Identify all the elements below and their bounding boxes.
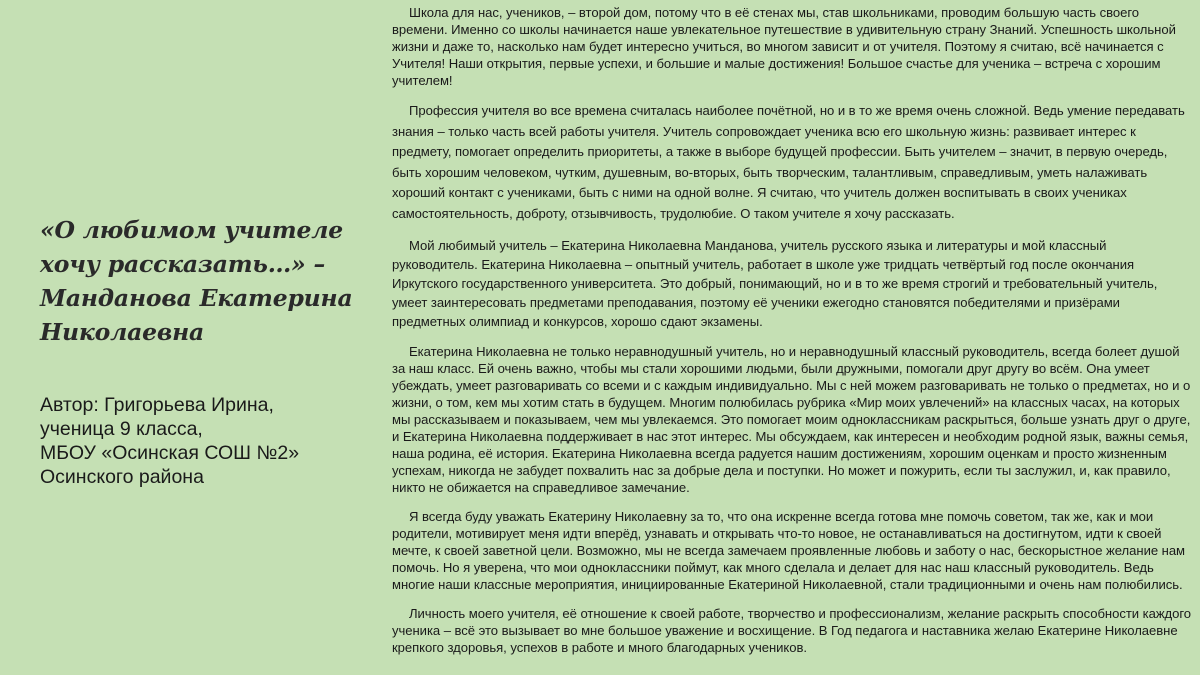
paragraph-3: Мой любимый учитель – Екатерина Николаевна Манданова, учитель русского языка и литературы и мой классный руководитель. Екатерина Николаевна – опытный учитель, работает в школе уже тридцать четвёртый год после окончания Иркутского государственного университета. Это добрый, понимающий, но и в то же время строгий и требовательный учитель, умеет заинтересовать предметами преподавания, поэтому её ученики ежегодно становятся победителями и призёрами предметных олимпиад и конкурсов, хорошо сдают экзамены.	[392, 238, 1158, 329]
paragraph-1: Школа для нас, учеников, – второй дом, потому что в её стенах мы, став школьниками, проводим большую часть своего времени. Именно со школы начинается наше увлекательное путешествие в удивительную страну Знаний. Успешность школьной жизни и даже то, насколько нам будет интересно учиться, во многом зависит и от учителя. Поэтому я считаю, всё начинается с Учителя! Наши открытия, первые успехи, и большие и малые достижения! Большое счастье для ученика – встреча с хорошим учителем!	[392, 5, 1176, 88]
document-title: «О любимом учителе хочу рассказать…» – Манданова Екатерина Николаевна	[40, 216, 353, 346]
paragraph-5: Я всегда буду уважать Екатерину Николаевну за то, что она искренне всегда готова мне помочь советом, так же, как и мои родители, мотивирует меня идти вперёд, узнавать и открывать что-то новое, не останавливаться на достигнутом, идти к своей мечте, к своей заветной цели. Возможно, мы не всегда замечаем проявленные любовь и заботу о нас, бескорыстное желание нам помочь. Но я уверена, что мои одноклассники поймут, как много сделала и делает для нас наш классный руководитель. Ведь многие наши классные мероприятия, инициированные Екатериной Николаевной, стали традиционными и очень нам полюбились.	[392, 509, 1186, 592]
author-line: МБОУ «Осинская СОШ №2»	[40, 442, 300, 464]
essay-text	[392, 4, 1192, 668]
title-block	[40, 213, 360, 489]
author-line: Автор: Григорьева Ирина,	[40, 394, 274, 416]
paragraph-2: Профессия учителя во все времена считалась наиболее почётной, но и в то же время очень сложной. Ведь умение передавать знания – только часть всей работы учителя. Учитель сопровождает ученика всю его школьную жизнь: развивает интерес к предмету, помогает определить приоритеты, а также в выборе будущей профессии. Быть учителем – значит, в первую очередь, быть хорошим человеком, чутким, душевным, во-вторых, быть творческим, талантливым, справедливым, уметь налаживать хороший контакт с учениками, быть с ними на одной волне. Я считаю, что учитель должен воспитывать в своих учениках самостоятельность, доброту, отзывчивость, трудолюбие. О таком учителе я хочу рассказать.	[392, 103, 1185, 221]
paragraph-4: Екатерина Николаевна не только неравнодушный учитель, но и неравнодушный классный руководитель, всегда болеет душой за наш класс. Ей очень важно, чтобы мы стали хорошими людьми, были дружными, помогали друг другу во всём. Она умеет убеждать, умеет разговаривать со всеми и с каждым индивидуально. Мы с ней можем разговаривать не только о предметах, но и о жизни, о том, кем мы хотим стать в будущем. Многим полюбилась рубрика «Мир моих увлечений» на классных часах, на которых мы рассказываем и показываем, чем мы увлекаемся. Это помогает моим одноклассникам раскрыться, больше узнать друг о друге, и Екатерина Николаевна поддерживает в нас этот интерес. Мы обсуждаем, как интересен и необходим родной язык, важны семья, наша родина, её история. Екатерина Николаевна всегда радуется нашим достижениям, хорошим оценкам и просто жизненным успехам, никогда не забудет похвалить нас за добрые дела и поступки. Но может и пожурить, если ты заслужил, и, как правило, никто не обижается на справедливое замечание.	[392, 344, 1191, 495]
author-line: Осинского района	[40, 466, 204, 488]
author-info	[40, 393, 360, 489]
paragraph-6: Личность моего учителя, её отношение к своей работе, творчество и профессионализм, желание раскрыть способности каждого ученика – всё это вызывает во мне большое уважение и восхищение. В Год педагога и наставника желаю Екатерине Николаевне крепкого здоровья, успехов в работе и много благодарных учеников.	[392, 606, 1192, 655]
author-line: ученица 9 класса,	[40, 418, 203, 440]
